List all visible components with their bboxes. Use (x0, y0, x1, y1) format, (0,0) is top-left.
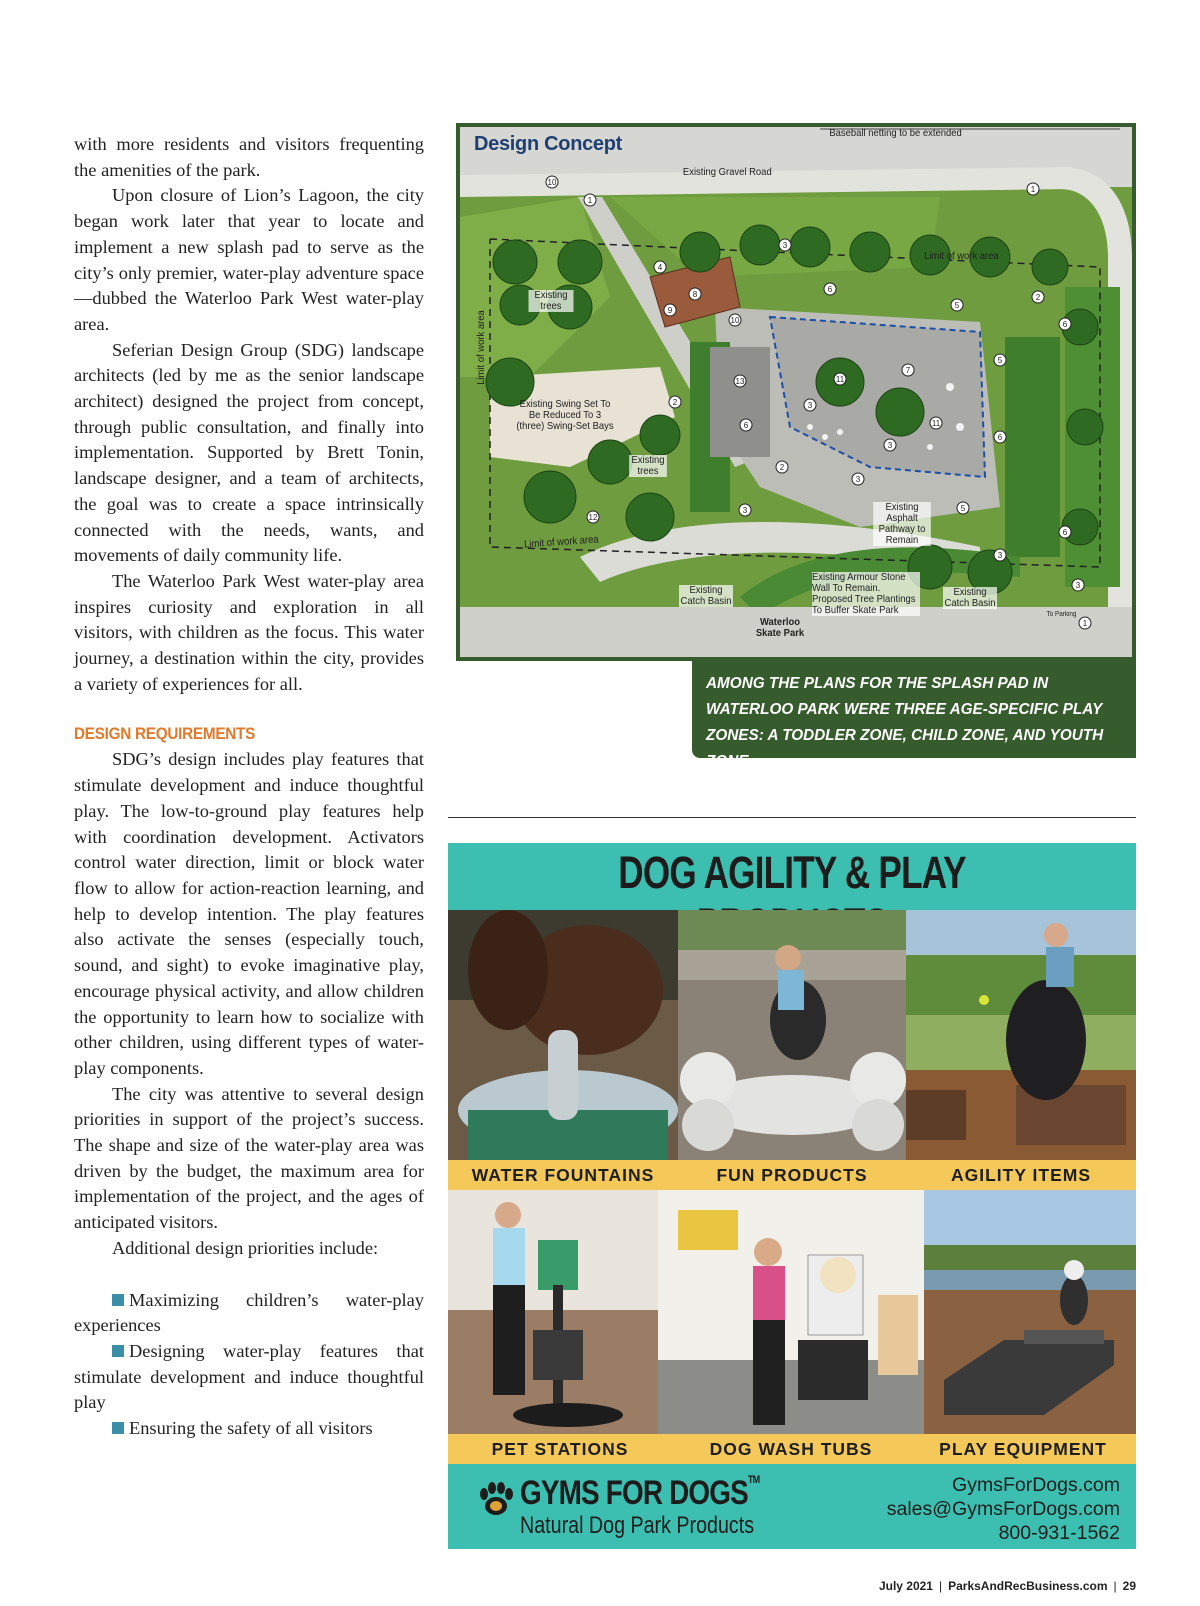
water-fountain-photo (448, 910, 678, 1160)
phone-number: 800-931-1562 (998, 1522, 1120, 1544)
svg-text:10: 10 (547, 178, 557, 187)
page-footer: July 2021 | ParksAndRecBusiness.com | 29 (878, 1579, 1136, 1593)
pet-stations-photo (448, 1190, 658, 1434)
svg-text:5: 5 (960, 504, 966, 513)
article-paragraph: with more residents and visitors frequenting the amenities of the park. (74, 134, 424, 180)
svg-text:2: 2 (779, 463, 785, 472)
catch-basin-label: Existing Catch Basin (944, 586, 996, 609)
svg-text:3: 3 (782, 241, 788, 250)
svg-text:11: 11 (835, 375, 845, 384)
svg-text:6: 6 (827, 285, 833, 294)
figure-title: Design Concept (474, 133, 623, 155)
bullet-item: Ensuring the safety of all visitors (74, 1416, 424, 1442)
category-label: PET STATIONS (448, 1434, 672, 1464)
email-link[interactable]: sales@GymsForDogs.com (886, 1498, 1120, 1520)
brand-tagline: Natural Dog Park Products (520, 1512, 755, 1539)
design-concept-plan (456, 123, 1136, 661)
article-paragraph: The Waterloo Park West water-play area inspires curiosity and exploration in all visitors, with children as the focus. This water journey, a destination within the city, provides a variety of experiences for all. (74, 570, 424, 694)
svg-text:3: 3 (1075, 581, 1081, 590)
svg-text:6: 6 (1062, 320, 1068, 329)
play-equipment-photo (924, 1190, 1136, 1434)
svg-text:3: 3 (742, 506, 748, 515)
existing-trees-label: Existing trees (529, 290, 574, 312)
agility-items-photo (906, 910, 1136, 1160)
category-label: WATER FOUNTAINS (448, 1160, 678, 1190)
brand-name: GYMS FOR DOGS™ (520, 1474, 760, 1512)
svg-text:7: 7 (905, 366, 911, 375)
article-paragraph: SDG’s design includes play features that stimulate development and induce thoughtful play. The low-to-ground play features help with coordination development. Activators control water direction, limit or block water flow to allow for action-reaction learning, and help to develop intention. The play features also activate the senses (especially touch, sound, and sight) to evoke imaginative play, encourage physical activity, and allow children the opportunity to learn how to socialize with other children, using different types of water-play components. (74, 749, 424, 1078)
section-heading: DESIGN REQUIREMENTS (74, 724, 256, 744)
baseball-netting-label: Baseball netting to be extended (829, 127, 962, 139)
ad-title: DOG AGILITY & PLAY (618, 847, 966, 898)
svg-text:5: 5 (954, 301, 960, 310)
svg-text:6: 6 (1062, 528, 1068, 537)
issue-date: July 2021 (878, 1579, 933, 1593)
paw-print-icon (476, 1480, 516, 1520)
article-paragraph: Seferian Design Group (SDG) landscape architects (led by me as the senior landscape architect) designed the project from concept, through public consultation, and finally into implementation. Supported by Brett Tonin, landscape designer, and a team of architects, the goal was to create a space intrinsically connected with the needs, wants, and movements of daily community life. (74, 339, 424, 566)
article-column (74, 132, 424, 1442)
bullet-square-icon (112, 1294, 124, 1306)
gravel-road-label: Existing Gravel Road (682, 166, 772, 178)
svg-text:1: 1 (587, 196, 593, 205)
site-name: ParksAndRecBusiness.com (948, 1579, 1108, 1593)
bullet-square-icon (112, 1422, 124, 1434)
figure-caption: AMONG THE PLANS FOR THE SPLASH PAD IN WATERLOO PARK WERE THREE AGE-SPECIFIC PLAY ZONES: A TODDLER ZONE, CHILD ZONE, AND YOUTH ZONE. (692, 661, 1136, 758)
divider (448, 817, 1136, 818)
svg-text:13: 13 (735, 377, 745, 386)
category-label: DOG WASH TUBS (672, 1434, 910, 1464)
svg-text:3: 3 (997, 551, 1003, 560)
armour-stone-label: Existing Armour Stone Wall To Remain. Proposed Tree Plantings To Buffer Skate Park (812, 572, 920, 616)
svg-text:6: 6 (997, 433, 1003, 442)
svg-text:9: 9 (667, 306, 673, 315)
advertisement (448, 843, 1136, 1549)
limit-work-top-label: Limit of work area (924, 250, 999, 262)
svg-text:12: 12 (588, 513, 598, 522)
website-link[interactable]: GymsForDogs.com (952, 1474, 1120, 1496)
limit-work-bottom-label: Limit of work area (523, 533, 600, 551)
category-label: FUN PRODUCTS (678, 1160, 906, 1190)
ad-footer (448, 1466, 1136, 1549)
svg-text:6: 6 (743, 421, 749, 430)
article-paragraph: Additional design priorities include: (112, 1237, 379, 1258)
svg-text:3: 3 (855, 475, 861, 484)
site-plan-drawing (460, 127, 1132, 657)
swing-set-label: Existing Swing Set To Be Reduced To 3 (three) Swing-Set Bays (516, 398, 614, 432)
catch-basin-label: Existing Catch Basin (680, 584, 732, 607)
to-parking-label: To Parking (1046, 611, 1077, 618)
skate-park-label: Waterloo Skate Park (755, 616, 805, 639)
svg-text:2: 2 (1035, 293, 1041, 302)
category-label: PLAY EQUIPMENT (910, 1434, 1136, 1464)
category-label: AGILITY ITEMS (906, 1160, 1136, 1190)
svg-text:8: 8 (692, 290, 698, 299)
asphalt-pathway-label: Existing Asphalt Pathway to Remain (873, 502, 931, 546)
svg-text:10: 10 (730, 316, 740, 325)
article-paragraph: Upon closure of Lion’s Lagoon, the city began work later that year to locate and implement a new splash pad to serve as the city’s only premier, water-play adventure space—dubbed the Waterloo Park West water-play area. (74, 185, 424, 334)
bullet-item: Designing water-play features that stimulate development and induce thoughtful play (74, 1340, 424, 1413)
bullet-item: Maximizing children’s water-play experiences (74, 1289, 424, 1336)
page-number: 29 (1122, 1579, 1136, 1593)
bullet-square-icon (112, 1345, 124, 1357)
contact-block (887, 1473, 1120, 1545)
svg-text:11: 11 (931, 419, 941, 428)
limit-work-left-label: Limit of work area (474, 310, 487, 385)
article-paragraph: The city was attentive to several design priorities in support of the project’s success. The shape and size of the water-play area was driven by the budget, the maximum area for implementation of the project, and the ages of anticipated visitors. (74, 1083, 424, 1233)
fun-products-photo (678, 910, 906, 1160)
svg-text:1: 1 (1030, 185, 1036, 194)
svg-text:3: 3 (887, 441, 893, 450)
svg-text:4: 4 (657, 263, 663, 272)
svg-text:5: 5 (997, 356, 1003, 365)
dog-wash-tubs-photo (658, 1190, 924, 1434)
svg-text:3: 3 (807, 401, 813, 410)
existing-trees-label: Existing trees (629, 455, 667, 477)
svg-text:2: 2 (672, 398, 678, 407)
svg-text:1: 1 (1082, 619, 1088, 628)
